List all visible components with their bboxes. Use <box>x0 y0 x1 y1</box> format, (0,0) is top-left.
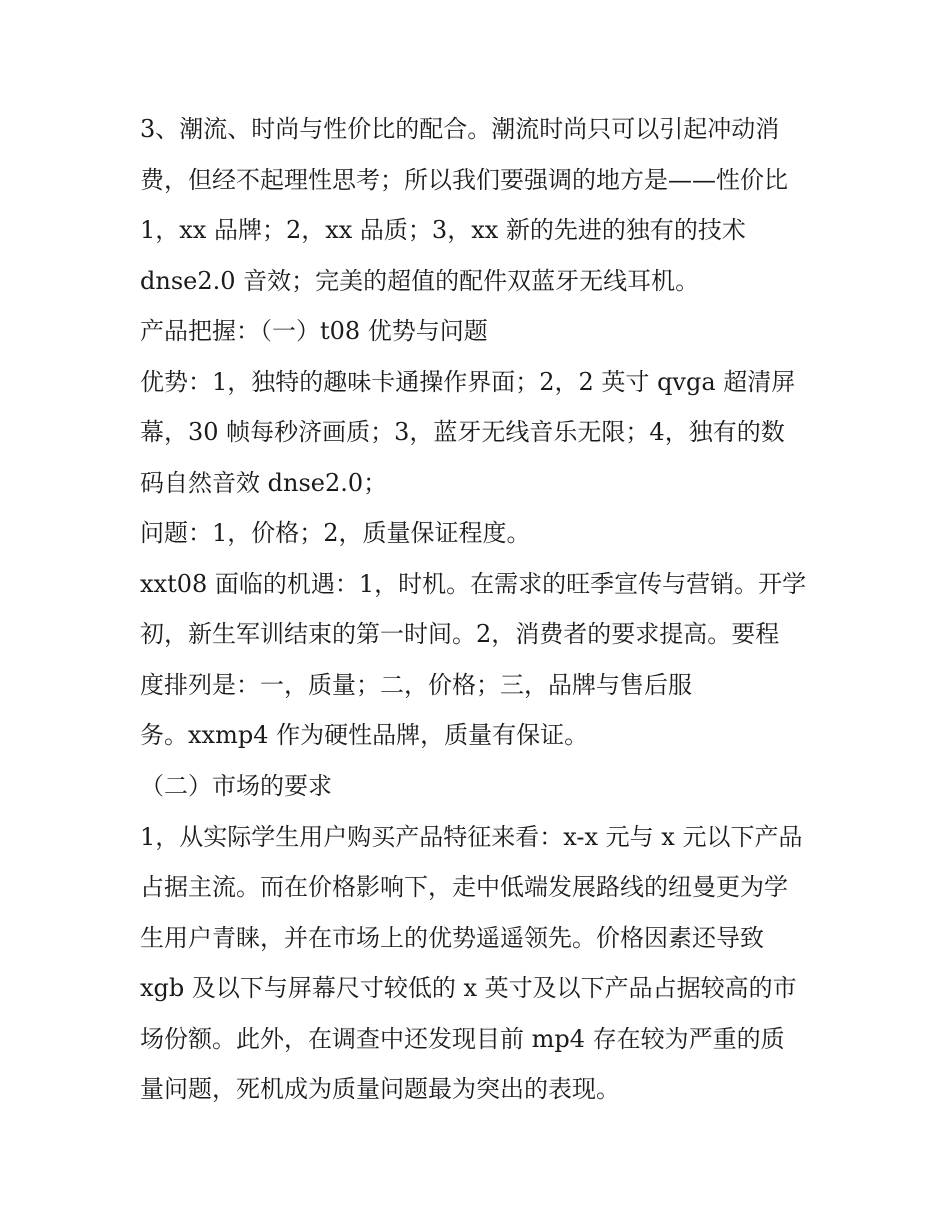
text-line: 初，新生军训结束的第一时间。2，消费者的要求提高。要程 <box>140 620 780 648</box>
text-line: 占据主流。而在价格影响下，走中低端发展路线的纽曼更为学 <box>140 873 788 901</box>
text-line: 幕，30 帧每秒济画质；3，蓝牙无线音乐无限；4，独有的数 <box>140 418 785 446</box>
text-line: xxt08 面临的机遇：1，时机。在需求的旺季宣传与营销。开学 <box>140 570 807 598</box>
section-heading: （二）市场的要求 <box>140 772 332 800</box>
text-line: 场份额。此外，在调查中还发现目前 mp4 存在较为严重的质 <box>140 1025 785 1053</box>
text-line: 务。xxmp4 作为硬性品牌，质量有保证。 <box>140 721 589 749</box>
section-heading: 产品把握：（一）t08 优势与问题 <box>140 317 488 345</box>
text-line: 1，从实际学生用户购买产品特征来看：x-x 元与 x 元以下产品 <box>140 823 803 851</box>
text-line: 1，xx 品牌；2，xx 品质；3，xx 新的先进的独有的技术 <box>140 216 746 244</box>
text-line: 度排列是：一，质量；二，价格；三，品牌与售后服 <box>140 671 692 699</box>
text-line: 码自然音效 dnse2.0； <box>140 469 388 497</box>
text-line: 问题：1，价格；2，质量保证程度。 <box>140 519 531 547</box>
text-line: 量问题，死机成为质量问题最为突出的表现。 <box>140 1075 620 1103</box>
text-line: 生用户青睐，并在市场上的优势遥遥领先。价格因素还导致 <box>140 924 764 952</box>
text-line: xgb 及以下与屏幕尺寸较低的 x 英寸及以下产品占据较高的市 <box>140 974 797 1002</box>
text-line: dnse2.0 音效；完美的超值的配件双蓝牙无线耳机。 <box>140 267 700 295</box>
text-line: 3、潮流、时尚与性价比的配合。潮流时尚只可以引起冲动消 <box>140 115 780 143</box>
text-line: 优势：1，独特的趣味卡通操作界面；2，2 英寸 qvga 超清屏 <box>140 368 796 396</box>
text-line: 费，但经不起理性思考；所以我们要强调的地方是——性价比 <box>140 166 788 194</box>
